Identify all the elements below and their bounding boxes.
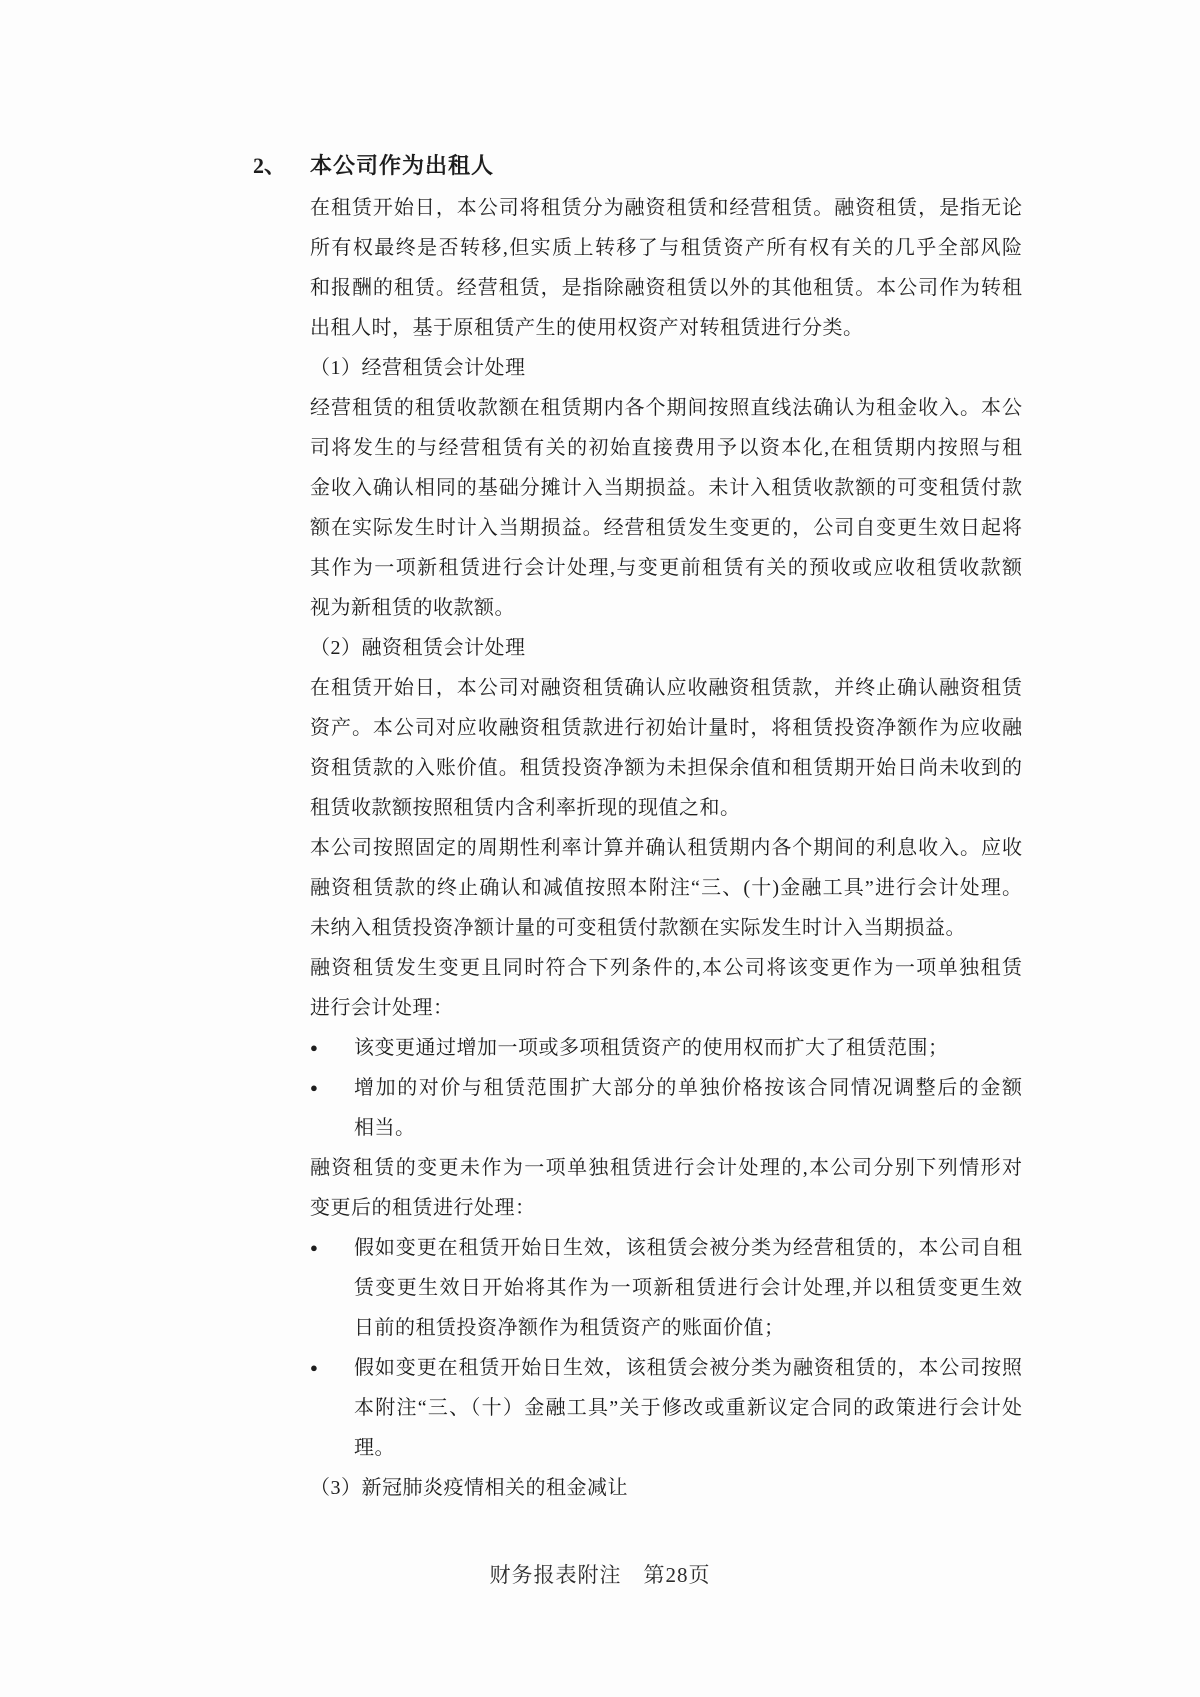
bullet-text <box>354 1348 1022 1468</box>
text-line: 所有权最终是否转移,但实质上转移了与租赁资产所有权有关的几乎全部风险 <box>310 237 1022 259</box>
text-line: 和报酬的租赁。经营租赁，是指除融资租赁以外的其他租赁。本公司作为转租 <box>310 277 1022 299</box>
text-line: 理。 <box>354 1437 395 1459</box>
bullet-text <box>354 1068 1022 1148</box>
text-line: 额在实际发生时计入当期损益。经营租赁发生变更的，公司自变更生效日起将 <box>310 517 1022 539</box>
text-line: 日前的租赁投资净额作为租赁资产的账面价值； <box>354 1317 785 1339</box>
text-line: 融资租赁的变更未作为一项单独租赁进行会计处理的,本公司分别下列情形对 <box>310 1157 1022 1179</box>
text-line: 资租赁款的入账价值。租赁投资净额为未担保余值和租赁期开始日尚未收到的 <box>310 757 1022 779</box>
text-line: 假如变更在租赁开始日生效，该租赁会被分类为融资租赁的，本公司按照 <box>354 1357 1022 1379</box>
text-line: 融资租赁款的终止确认和减值按照本附注“三、(十)金融工具”进行会计处理。 <box>310 877 1022 899</box>
paragraph <box>310 1148 1022 1228</box>
section-title: 本公司作为出租人 <box>310 153 495 178</box>
text-line: 相当。 <box>354 1117 416 1139</box>
bullet-icon: ● <box>310 1040 318 1055</box>
text-line: 未纳入租赁投资净额计量的可变租赁付款额在实际发生时计入当期损益。 <box>310 917 966 939</box>
section-header <box>253 146 494 186</box>
paragraph <box>310 188 1022 348</box>
footer-text: 财务报表附注 第28页 <box>489 1563 711 1587</box>
text-line: 赁变更生效日开始将其作为一项新租赁进行会计处理,并以租赁变更生效 <box>354 1277 1022 1299</box>
text-line: 金收入确认相同的基础分摊计入当期损益。未计入租赁收款额的可变租赁付款 <box>310 477 1022 499</box>
bullet-icon: ● <box>310 1360 318 1375</box>
paragraph <box>310 388 1022 628</box>
text-line: 在租赁开始日，本公司将租赁分为融资租赁和经营租赁。融资租赁，是指无论 <box>310 197 1022 219</box>
section-number: 2、 <box>253 153 287 178</box>
text-line: 本公司按照固定的周期性利率计算并确认租赁期内各个期间的利息收入。应收 <box>310 837 1022 859</box>
text-line: 假如变更在租赁开始日生效，该租赁会被分类为经营租赁的，本公司自租 <box>354 1237 1022 1259</box>
text-line: 其作为一项新租赁进行会计处理,与变更前租赁有关的预收或应收租赁收款额 <box>310 557 1022 579</box>
document-body <box>310 188 1022 1508</box>
subheading <box>310 628 1022 668</box>
text-line: 进行会计处理： <box>310 997 454 1019</box>
paragraph <box>310 668 1022 828</box>
page-footer <box>0 1560 1200 1590</box>
text-line: 增加的对价与租赁范围扩大部分的单独价格按该合同情况调整后的金额 <box>354 1077 1022 1099</box>
text-line: 该变更通过增加一项或多项租赁资产的使用权而扩大了租赁范围； <box>354 1037 949 1059</box>
text-line: 融资租赁发生变更且同时符合下列条件的,本公司将该变更作为一项单独租赁 <box>310 957 1022 979</box>
text-line: 租赁收款额按照租赁内含利率折现的现值之和。 <box>310 797 741 819</box>
text-line: 变更后的租赁进行处理： <box>310 1197 536 1219</box>
subheading <box>310 348 1022 388</box>
text-line: 出租人时，基于原租赁产生的使用权资产对转租赁进行分类。 <box>310 317 864 339</box>
bullet-text <box>354 1028 1022 1068</box>
text-line: 视为新租赁的收款额。 <box>310 597 515 619</box>
text-line: （2）融资租赁会计处理 <box>310 637 526 659</box>
subheading <box>310 1468 1022 1508</box>
bullet-item <box>310 1348 1022 1468</box>
bullet-item <box>310 1228 1022 1348</box>
text-line: （3）新冠肺炎疫情相关的租金减让 <box>310 1477 628 1499</box>
bullet-item <box>310 1068 1022 1148</box>
bullet-icon: ● <box>310 1080 318 1095</box>
text-line: 本附注“三、（十）金融工具”关于修改或重新议定合同的政策进行会计处 <box>354 1397 1022 1419</box>
bullet-item <box>310 1028 1022 1068</box>
paragraph <box>310 948 1022 1028</box>
text-line: （1）经营租赁会计处理 <box>310 357 526 379</box>
text-line: 资产。本公司对应收融资租赁款进行初始计量时，将租赁投资净额作为应收融 <box>310 717 1022 739</box>
paragraph <box>310 828 1022 948</box>
bullet-text <box>354 1228 1022 1348</box>
text-line: 司将发生的与经营租赁有关的初始直接费用予以资本化,在租赁期内按照与租 <box>310 437 1022 459</box>
text-line: 在租赁开始日，本公司对融资租赁确认应收融资租赁款，并终止确认融资租赁 <box>310 677 1022 699</box>
bullet-icon: ● <box>310 1240 318 1255</box>
text-line: 经营租赁的租赁收款额在租赁期内各个期间按照直线法确认为租金收入。本公 <box>310 397 1022 419</box>
